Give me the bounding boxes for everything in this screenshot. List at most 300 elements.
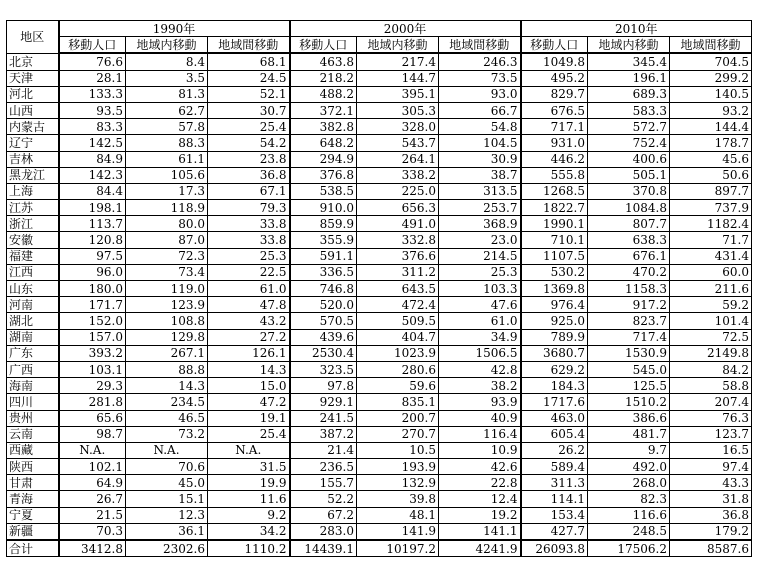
subheader-intra: 地域内移動: [588, 37, 670, 54]
table-row: [7, 442, 752, 458]
value-cell: 376.8: [290, 167, 357, 183]
value-cell: 629.2: [521, 361, 588, 377]
value-cell: 16.5: [670, 442, 752, 458]
subheader-row: [7, 37, 752, 54]
value-cell: 157.0: [59, 329, 126, 345]
value-cell: 40.9: [439, 410, 521, 426]
region-cell: 海南: [7, 378, 59, 394]
value-cell: 752.4: [588, 135, 670, 151]
value-cell: 30.9: [439, 151, 521, 167]
value-cell: 1049.8: [521, 53, 588, 70]
region-cell: 广东: [7, 345, 59, 361]
migration-table: [6, 20, 752, 557]
region-cell: 北京: [7, 53, 59, 70]
value-cell: 427.7: [521, 523, 588, 540]
value-cell: 12.4: [439, 491, 521, 507]
total-row: [7, 540, 752, 557]
table-body: [7, 53, 752, 556]
value-cell: 23.8: [208, 151, 290, 167]
value-cell: 66.7: [439, 102, 521, 118]
value-cell: 27.2: [208, 329, 290, 345]
value-cell: 38.2: [439, 378, 521, 394]
value-cell: 1158.3: [588, 281, 670, 297]
value-cell: 246.3: [439, 53, 521, 70]
value-cell: 61.0: [439, 313, 521, 329]
table-row: [7, 361, 752, 377]
value-cell: 25.4: [208, 426, 290, 442]
value-cell: 171.7: [59, 297, 126, 313]
value-cell: 73.2: [126, 426, 208, 442]
value-cell: 25.4: [208, 119, 290, 135]
value-cell: 572.7: [588, 119, 670, 135]
value-cell: 299.2: [670, 70, 752, 86]
value-cell: 97.5: [59, 248, 126, 264]
value-cell: 68.1: [208, 53, 290, 70]
value-cell: 73.4: [126, 264, 208, 280]
value-cell: 54.8: [439, 119, 521, 135]
value-cell: 3412.8: [59, 540, 126, 557]
value-cell: 141.1: [439, 523, 521, 540]
region-cell: 内蒙古: [7, 119, 59, 135]
value-cell: 38.7: [439, 167, 521, 183]
value-cell: 180.0: [59, 281, 126, 297]
value-cell: 463.0: [521, 410, 588, 426]
value-cell: 73.5: [439, 70, 521, 86]
value-cell: 97.4: [670, 459, 752, 475]
table-row: [7, 232, 752, 248]
value-cell: 643.5: [357, 281, 439, 297]
value-cell: 1084.8: [588, 200, 670, 216]
table-row: [7, 151, 752, 167]
value-cell: 142.5: [59, 135, 126, 151]
region-cell: 甘肃: [7, 475, 59, 491]
value-cell: 70.6: [126, 459, 208, 475]
value-cell: 155.7: [290, 475, 357, 491]
value-cell: 336.5: [290, 264, 357, 280]
region-cell: 四川: [7, 394, 59, 410]
value-cell: 470.2: [588, 264, 670, 280]
value-cell: 710.1: [521, 232, 588, 248]
value-cell: 463.8: [290, 53, 357, 70]
value-cell: 104.5: [439, 135, 521, 151]
value-cell: 200.7: [357, 410, 439, 426]
value-cell: 33.8: [208, 232, 290, 248]
value-cell: 268.0: [588, 475, 670, 491]
value-cell: 46.5: [126, 410, 208, 426]
value-cell: 234.5: [126, 394, 208, 410]
value-cell: 76.3: [670, 410, 752, 426]
value-cell: 400.6: [588, 151, 670, 167]
subheader-movers: 移動人口: [59, 37, 126, 54]
value-cell: 93.0: [439, 86, 521, 102]
region-cell: 西藏: [7, 442, 59, 458]
table-row: [7, 475, 752, 491]
value-cell: 116.4: [439, 426, 521, 442]
table-row: [7, 281, 752, 297]
value-cell: 717.1: [521, 119, 588, 135]
value-cell: 328.0: [357, 119, 439, 135]
value-cell: 472.4: [357, 297, 439, 313]
value-cell: 236.5: [290, 459, 357, 475]
value-cell: 225.0: [357, 183, 439, 199]
region-cell: 湖北: [7, 313, 59, 329]
value-cell: 520.0: [290, 297, 357, 313]
subheader-intra: 地域内移動: [357, 37, 439, 54]
value-cell: 61.0: [208, 281, 290, 297]
value-cell: 1530.9: [588, 345, 670, 361]
subheader-inter: 地域間移動: [670, 37, 752, 54]
table-row: [7, 70, 752, 86]
region-cell: 陕西: [7, 459, 59, 475]
value-cell: 23.0: [439, 232, 521, 248]
value-cell: 305.3: [357, 102, 439, 118]
value-cell: 638.3: [588, 232, 670, 248]
table-row: [7, 523, 752, 540]
value-cell: 488.2: [290, 86, 357, 102]
value-cell: 36.8: [670, 507, 752, 523]
region-cell: 黑龙江: [7, 167, 59, 183]
value-cell: 196.1: [588, 70, 670, 86]
value-cell: 101.4: [670, 313, 752, 329]
table-container: [6, 20, 752, 557]
value-cell: 123.9: [126, 297, 208, 313]
value-cell: 17.3: [126, 183, 208, 199]
value-cell: 807.7: [588, 216, 670, 232]
value-cell: 47.6: [439, 297, 521, 313]
value-cell: 61.1: [126, 151, 208, 167]
value-cell: 789.9: [521, 329, 588, 345]
value-cell: 3.5: [126, 70, 208, 86]
value-cell: 15.1: [126, 491, 208, 507]
value-cell: 193.9: [357, 459, 439, 475]
value-cell: 19.2: [439, 507, 521, 523]
value-cell: 12.3: [126, 507, 208, 523]
value-cell: 105.6: [126, 167, 208, 183]
value-cell: 141.9: [357, 523, 439, 540]
value-cell: 47.8: [208, 297, 290, 313]
value-cell: 372.1: [290, 102, 357, 118]
value-cell: 656.3: [357, 200, 439, 216]
value-cell: N.A.: [208, 442, 290, 458]
value-cell: 47.2: [208, 394, 290, 410]
value-cell: 835.1: [357, 394, 439, 410]
value-cell: 382.8: [290, 119, 357, 135]
table-row: [7, 264, 752, 280]
value-cell: 280.6: [357, 361, 439, 377]
value-cell: 84.9: [59, 151, 126, 167]
value-cell: 370.8: [588, 183, 670, 199]
region-cell: 吉林: [7, 151, 59, 167]
value-cell: 491.0: [357, 216, 439, 232]
table-row: [7, 135, 752, 151]
value-cell: 218.2: [290, 70, 357, 86]
value-cell: 97.8: [290, 378, 357, 394]
value-cell: 39.8: [357, 491, 439, 507]
value-cell: 14.3: [208, 361, 290, 377]
value-cell: 823.7: [588, 313, 670, 329]
value-cell: 64.9: [59, 475, 126, 491]
value-cell: 129.8: [126, 329, 208, 345]
value-cell: 431.4: [670, 248, 752, 264]
region-cell: 安徽: [7, 232, 59, 248]
value-cell: 1182.4: [670, 216, 752, 232]
value-cell: 2530.4: [290, 345, 357, 361]
value-cell: 26.7: [59, 491, 126, 507]
table-row: [7, 426, 752, 442]
value-cell: 1268.5: [521, 183, 588, 199]
region-header: 地区: [7, 21, 59, 54]
table-row: [7, 216, 752, 232]
subheader-inter: 地域間移動: [208, 37, 290, 54]
value-cell: 976.4: [521, 297, 588, 313]
value-cell: 108.8: [126, 313, 208, 329]
value-cell: 404.7: [357, 329, 439, 345]
table-row: [7, 86, 752, 102]
value-cell: 21.5: [59, 507, 126, 523]
value-cell: 439.6: [290, 329, 357, 345]
value-cell: 52.1: [208, 86, 290, 102]
value-cell: 81.3: [126, 86, 208, 102]
value-cell: 84.4: [59, 183, 126, 199]
value-cell: 605.4: [521, 426, 588, 442]
value-cell: 481.7: [588, 426, 670, 442]
value-cell: 829.7: [521, 86, 588, 102]
value-cell: 72.5: [670, 329, 752, 345]
value-cell: 910.0: [290, 200, 357, 216]
value-cell: 248.5: [588, 523, 670, 540]
table-row: [7, 507, 752, 523]
value-cell: 144.4: [670, 119, 752, 135]
value-cell: 184.3: [521, 378, 588, 394]
value-cell: 1107.5: [521, 248, 588, 264]
value-cell: 281.8: [59, 394, 126, 410]
value-cell: 93.2: [670, 102, 752, 118]
value-cell: 583.3: [588, 102, 670, 118]
value-cell: 113.7: [59, 216, 126, 232]
value-cell: 338.2: [357, 167, 439, 183]
value-cell: 495.2: [521, 70, 588, 86]
subheader-intra: 地域内移動: [126, 37, 208, 54]
value-cell: 80.0: [126, 216, 208, 232]
value-cell: 345.4: [588, 53, 670, 70]
value-cell: 34.9: [439, 329, 521, 345]
table-row: [7, 394, 752, 410]
value-cell: 34.2: [208, 523, 290, 540]
value-cell: 10.9: [439, 442, 521, 458]
value-cell: 118.9: [126, 200, 208, 216]
value-cell: 14.3: [126, 378, 208, 394]
value-cell: 211.6: [670, 281, 752, 297]
value-cell: 386.6: [588, 410, 670, 426]
value-cell: 9.2: [208, 507, 290, 523]
value-cell: 648.2: [290, 135, 357, 151]
value-cell: 8.4: [126, 53, 208, 70]
value-cell: 555.8: [521, 167, 588, 183]
value-cell: 123.7: [670, 426, 752, 442]
value-cell: 79.3: [208, 200, 290, 216]
value-cell: 1369.8: [521, 281, 588, 297]
value-cell: 83.3: [59, 119, 126, 135]
value-cell: 24.5: [208, 70, 290, 86]
value-cell: 10.5: [357, 442, 439, 458]
value-cell: 120.8: [59, 232, 126, 248]
value-cell: 368.9: [439, 216, 521, 232]
value-cell: 25.3: [208, 248, 290, 264]
value-cell: 93.5: [59, 102, 126, 118]
table-row: [7, 313, 752, 329]
value-cell: 26.2: [521, 442, 588, 458]
value-cell: 45.0: [126, 475, 208, 491]
value-cell: 26093.8: [521, 540, 588, 557]
year-header-2000: 2000年: [290, 21, 521, 37]
table-row: [7, 200, 752, 216]
value-cell: 48.1: [357, 507, 439, 523]
region-cell: 山东: [7, 281, 59, 297]
value-cell: 214.5: [439, 248, 521, 264]
table-row: [7, 183, 752, 199]
value-cell: 1822.7: [521, 200, 588, 216]
value-cell: 58.8: [670, 378, 752, 394]
value-cell: 570.5: [290, 313, 357, 329]
region-cell: 湖南: [7, 329, 59, 345]
value-cell: 505.1: [588, 167, 670, 183]
value-cell: 142.3: [59, 167, 126, 183]
value-cell: 33.8: [208, 216, 290, 232]
value-cell: 84.2: [670, 361, 752, 377]
value-cell: 19.1: [208, 410, 290, 426]
value-cell: 21.4: [290, 442, 357, 458]
value-cell: 355.9: [290, 232, 357, 248]
value-cell: 153.4: [521, 507, 588, 523]
table-row: [7, 345, 752, 361]
value-cell: 45.6: [670, 151, 752, 167]
value-cell: 88.8: [126, 361, 208, 377]
value-cell: 70.3: [59, 523, 126, 540]
subheader-movers: 移動人口: [290, 37, 357, 54]
region-cell: 江苏: [7, 200, 59, 216]
value-cell: 88.3: [126, 135, 208, 151]
value-cell: 25.3: [439, 264, 521, 280]
table-row: [7, 102, 752, 118]
value-cell: 207.4: [670, 394, 752, 410]
value-cell: 36.8: [208, 167, 290, 183]
table-row: [7, 329, 752, 345]
region-cell: 江西: [7, 264, 59, 280]
value-cell: 28.1: [59, 70, 126, 86]
value-cell: 917.2: [588, 297, 670, 313]
value-cell: 859.9: [290, 216, 357, 232]
value-cell: 717.4: [588, 329, 670, 345]
value-cell: 67.1: [208, 183, 290, 199]
year-header-2010: 2010年: [521, 21, 752, 37]
value-cell: 50.6: [670, 167, 752, 183]
region-cell: 云南: [7, 426, 59, 442]
value-cell: 22.8: [439, 475, 521, 491]
region-cell: 宁夏: [7, 507, 59, 523]
value-cell: 71.7: [670, 232, 752, 248]
table-row: [7, 119, 752, 135]
table-row: [7, 297, 752, 313]
value-cell: 103.1: [59, 361, 126, 377]
value-cell: 30.7: [208, 102, 290, 118]
value-cell: 393.2: [59, 345, 126, 361]
value-cell: 591.1: [290, 248, 357, 264]
value-cell: 179.2: [670, 523, 752, 540]
value-cell: 57.8: [126, 119, 208, 135]
value-cell: 267.1: [126, 345, 208, 361]
value-cell: 42.6: [439, 459, 521, 475]
value-cell: 126.1: [208, 345, 290, 361]
value-cell: 152.0: [59, 313, 126, 329]
value-cell: 530.2: [521, 264, 588, 280]
value-cell: 589.4: [521, 459, 588, 475]
value-cell: 4241.9: [439, 540, 521, 557]
value-cell: 96.0: [59, 264, 126, 280]
value-cell: 178.7: [670, 135, 752, 151]
value-cell: 144.7: [357, 70, 439, 86]
value-cell: 119.0: [126, 281, 208, 297]
value-cell: 65.6: [59, 410, 126, 426]
value-cell: 72.3: [126, 248, 208, 264]
value-cell: 689.3: [588, 86, 670, 102]
region-cell: 河北: [7, 86, 59, 102]
value-cell: 14439.1: [290, 540, 357, 557]
value-cell: 492.0: [588, 459, 670, 475]
value-cell: 42.8: [439, 361, 521, 377]
value-cell: 241.5: [290, 410, 357, 426]
value-cell: 22.5: [208, 264, 290, 280]
value-cell: 509.5: [357, 313, 439, 329]
region-cell: 合计: [7, 540, 59, 557]
value-cell: 538.5: [290, 183, 357, 199]
table-row: [7, 410, 752, 426]
value-cell: 704.5: [670, 53, 752, 70]
region-cell: 河南: [7, 297, 59, 313]
value-cell: 29.3: [59, 378, 126, 394]
table-row: [7, 248, 752, 264]
value-cell: 283.0: [290, 523, 357, 540]
value-cell: 114.1: [521, 491, 588, 507]
value-cell: 1510.2: [588, 394, 670, 410]
region-cell: 广西: [7, 361, 59, 377]
value-cell: N.A.: [59, 442, 126, 458]
value-cell: 311.2: [357, 264, 439, 280]
value-cell: 1506.5: [439, 345, 521, 361]
value-cell: N.A.: [126, 442, 208, 458]
region-cell: 天津: [7, 70, 59, 86]
subheader-movers: 移動人口: [521, 37, 588, 54]
value-cell: 253.7: [439, 200, 521, 216]
value-cell: 3680.7: [521, 345, 588, 361]
value-cell: 17506.2: [588, 540, 670, 557]
table-row: [7, 459, 752, 475]
value-cell: 2302.6: [126, 540, 208, 557]
value-cell: 67.2: [290, 507, 357, 523]
region-cell: 贵州: [7, 410, 59, 426]
value-cell: 270.7: [357, 426, 439, 442]
value-cell: 10197.2: [357, 540, 439, 557]
value-cell: 294.9: [290, 151, 357, 167]
value-cell: 676.1: [588, 248, 670, 264]
value-cell: 1023.9: [357, 345, 439, 361]
region-cell: 青海: [7, 491, 59, 507]
region-cell: 山西: [7, 102, 59, 118]
value-cell: 376.6: [357, 248, 439, 264]
value-cell: 543.7: [357, 135, 439, 151]
value-cell: 8587.6: [670, 540, 752, 557]
value-cell: 446.2: [521, 151, 588, 167]
value-cell: 264.1: [357, 151, 439, 167]
